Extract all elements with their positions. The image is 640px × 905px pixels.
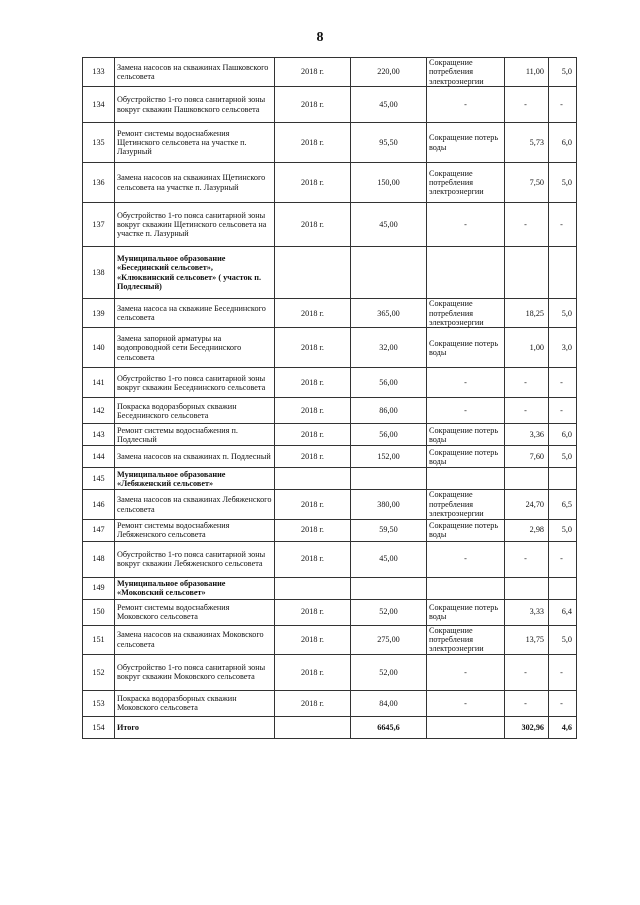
row-year: 2018 г. — [275, 490, 351, 519]
row-number: 139 — [83, 299, 115, 328]
row-effect: - — [427, 398, 505, 424]
row-number: 142 — [83, 398, 115, 424]
row-year — [275, 716, 351, 738]
row-value-1: 11,00 — [505, 58, 549, 87]
row-effect — [427, 716, 505, 738]
row-value-1: 1,00 — [505, 328, 549, 368]
measures-table — [82, 57, 577, 739]
row-year: 2018 г. — [275, 299, 351, 328]
row-number: 136 — [83, 163, 115, 203]
row-value-1: 3,33 — [505, 599, 549, 625]
row-description: Замена насоса на скважине Беседнинского сельсовета — [115, 299, 275, 328]
row-number: 147 — [83, 519, 115, 541]
row-description: Муниципальное образование «Моковский сельсовет» — [115, 577, 275, 599]
row-year: 2018 г. — [275, 368, 351, 398]
row-description: Ремонт системы водоснабжения п. Подлесный — [115, 424, 275, 446]
row-number: 141 — [83, 368, 115, 398]
row-description: Итого — [115, 716, 275, 738]
row-description: Ремонт системы водоснабжения Моковского сельсовета — [115, 599, 275, 625]
row-description: Обустройство 1-го пояса санитарной зоны вокруг скважин Щетинского сельсовета на участке п. Лазурный — [115, 203, 275, 247]
row-value-2: - — [549, 398, 577, 424]
table-row — [83, 490, 577, 519]
row-amount: 59,50 — [351, 519, 427, 541]
table-row — [83, 203, 577, 247]
row-year — [275, 468, 351, 490]
row-year: 2018 г. — [275, 690, 351, 716]
row-effect: Сокращение потребления электроэнергии — [427, 490, 505, 519]
row-effect: Сокращение потерь воды — [427, 519, 505, 541]
row-year: 2018 г. — [275, 328, 351, 368]
row-description: Обустройство 1-го пояса санитарной зоны вокруг скважин Моковского сельсовета — [115, 654, 275, 690]
row-number: 150 — [83, 599, 115, 625]
row-value-1 — [505, 468, 549, 490]
row-description: Замена насосов на скважинах Лебяженского сельсовета — [115, 490, 275, 519]
row-amount: 150,00 — [351, 163, 427, 203]
row-value-2: - — [549, 368, 577, 398]
row-amount: 220,00 — [351, 58, 427, 87]
row-effect: - — [427, 203, 505, 247]
row-amount: 32,00 — [351, 328, 427, 368]
row-amount — [351, 577, 427, 599]
row-effect: - — [427, 654, 505, 690]
row-description: Покраска водоразборных скважин Моковского сельсовета — [115, 690, 275, 716]
row-effect: Сокращение потерь воды — [427, 446, 505, 468]
row-value-1: 13,75 — [505, 625, 549, 654]
row-number: 153 — [83, 690, 115, 716]
row-value-1: 7,60 — [505, 446, 549, 468]
row-value-2: 6,5 — [549, 490, 577, 519]
row-number: 152 — [83, 654, 115, 690]
row-description: Обустройство 1-го пояса санитарной зоны вокруг скважин Пашковского сельсовета — [115, 87, 275, 123]
row-year: 2018 г. — [275, 123, 351, 163]
row-value-2: - — [549, 654, 577, 690]
row-effect: Сокращение потребления электроэнергии — [427, 625, 505, 654]
row-value-2: - — [549, 690, 577, 716]
row-year: 2018 г. — [275, 446, 351, 468]
row-value-2: 5,0 — [549, 163, 577, 203]
row-amount: 45,00 — [351, 203, 427, 247]
row-amount — [351, 247, 427, 299]
row-number: 149 — [83, 577, 115, 599]
row-amount: 152,00 — [351, 446, 427, 468]
row-description: Замена насосов на скважинах Щетинского сельсовета на участке п. Лазурный — [115, 163, 275, 203]
row-year: 2018 г. — [275, 87, 351, 123]
row-effect: - — [427, 541, 505, 577]
page-number: 8 — [316, 30, 324, 45]
table-row — [83, 299, 577, 328]
row-value-2 — [549, 468, 577, 490]
row-description: Замена запорной арматуры на водопроводной сети Беседнинского сельсовета — [115, 328, 275, 368]
row-effect — [427, 247, 505, 299]
row-effect: - — [427, 690, 505, 716]
row-amount: 86,00 — [351, 398, 427, 424]
row-amount: 6645,6 — [351, 716, 427, 738]
table-row — [83, 654, 577, 690]
row-amount: 56,00 — [351, 368, 427, 398]
row-value-2 — [549, 247, 577, 299]
table-row — [83, 247, 577, 299]
row-value-1 — [505, 247, 549, 299]
table-row — [83, 163, 577, 203]
row-number: 133 — [83, 58, 115, 87]
table-row — [83, 690, 577, 716]
row-value-2: - — [549, 87, 577, 123]
row-value-2: 5,0 — [549, 519, 577, 541]
row-description: Замена насосов на скважинах Моковского сельсовета — [115, 625, 275, 654]
row-description: Замена насосов на скважинах п. Подлесный — [115, 446, 275, 468]
row-amount: 52,00 — [351, 599, 427, 625]
row-effect: Сокращение потерь воды — [427, 599, 505, 625]
row-value-1: 5,73 — [505, 123, 549, 163]
row-value-2: - — [549, 541, 577, 577]
table-body — [83, 58, 577, 739]
row-amount: 45,00 — [351, 87, 427, 123]
row-year: 2018 г. — [275, 398, 351, 424]
row-value-2: 6,0 — [549, 424, 577, 446]
row-year: 2018 г. — [275, 599, 351, 625]
row-description: Ремонт системы водоснабжения Лебяженского сельсовета — [115, 519, 275, 541]
table-row — [83, 424, 577, 446]
table-row — [83, 123, 577, 163]
row-effect: Сокращение потерь воды — [427, 123, 505, 163]
table-row — [83, 328, 577, 368]
row-number: 144 — [83, 446, 115, 468]
row-year — [275, 577, 351, 599]
row-description: Муниципальное образование «Лебяженский сельсовет» — [115, 468, 275, 490]
row-number: 145 — [83, 468, 115, 490]
row-amount: 275,00 — [351, 625, 427, 654]
table-row — [83, 541, 577, 577]
row-year: 2018 г. — [275, 519, 351, 541]
table-row — [83, 519, 577, 541]
row-year: 2018 г. — [275, 58, 351, 87]
row-year: 2018 г. — [275, 625, 351, 654]
table-row — [83, 446, 577, 468]
row-value-1 — [505, 577, 549, 599]
row-value-1: - — [505, 203, 549, 247]
row-value-2: 3,0 — [549, 328, 577, 368]
row-value-1: 18,25 — [505, 299, 549, 328]
row-amount: 45,00 — [351, 541, 427, 577]
row-value-2: 5,0 — [549, 299, 577, 328]
row-number: 138 — [83, 247, 115, 299]
row-description: Муниципальное образование «Бесединский сельсовет», «Клюквинский сельсовет» ( участок п. Подлесный) — [115, 247, 275, 299]
row-description: Замена насосов на скважинах Пашковского сельсовета — [115, 58, 275, 87]
row-value-1: 24,70 — [505, 490, 549, 519]
row-value-2 — [549, 577, 577, 599]
row-description: Обустройство 1-го пояса санитарной зоны вокруг скважин Лебяженского сельсовета — [115, 541, 275, 577]
row-value-1: 2,98 — [505, 519, 549, 541]
row-value-2: 6,0 — [549, 123, 577, 163]
row-value-1: - — [505, 87, 549, 123]
row-value-1: - — [505, 541, 549, 577]
row-effect — [427, 577, 505, 599]
row-value-1: 7,50 — [505, 163, 549, 203]
row-amount: 380,00 — [351, 490, 427, 519]
row-number: 143 — [83, 424, 115, 446]
row-effect: - — [427, 87, 505, 123]
table-row — [83, 599, 577, 625]
row-year: 2018 г. — [275, 424, 351, 446]
row-number: 154 — [83, 716, 115, 738]
row-number: 137 — [83, 203, 115, 247]
row-value-1: - — [505, 368, 549, 398]
table-row — [83, 468, 577, 490]
row-year: 2018 г. — [275, 163, 351, 203]
table-row — [83, 398, 577, 424]
row-effect: - — [427, 368, 505, 398]
row-number: 151 — [83, 625, 115, 654]
row-amount: 84,00 — [351, 690, 427, 716]
row-effect: Сокращение потребления электроэнергии — [427, 299, 505, 328]
row-effect: Сокращение потерь воды — [427, 424, 505, 446]
row-effect — [427, 468, 505, 490]
table-row — [83, 577, 577, 599]
row-value-2: 4,6 — [549, 716, 577, 738]
row-amount: 365,00 — [351, 299, 427, 328]
row-amount: 52,00 — [351, 654, 427, 690]
row-description: Покраска водоразборных скважин Беседнинского сельсовета — [115, 398, 275, 424]
row-value-1: - — [505, 654, 549, 690]
row-effect: Сокращение потерь воды — [427, 328, 505, 368]
row-value-2: 6,4 — [549, 599, 577, 625]
row-number: 148 — [83, 541, 115, 577]
row-amount: 95,50 — [351, 123, 427, 163]
table-row — [83, 368, 577, 398]
row-value-1: 3,36 — [505, 424, 549, 446]
row-effect: Сокращение потребления электроэнергии — [427, 163, 505, 203]
row-description: Ремонт системы водоснабжения Щетинского сельсовета на участке п. Лазурный — [115, 123, 275, 163]
row-amount — [351, 468, 427, 490]
row-year: 2018 г. — [275, 541, 351, 577]
row-year: 2018 г. — [275, 654, 351, 690]
row-description: Обустройство 1-го пояса санитарной зоны вокруг скважин Беседнинского сельсовета — [115, 368, 275, 398]
row-number: 135 — [83, 123, 115, 163]
row-number: 140 — [83, 328, 115, 368]
row-value-2: 5,0 — [549, 446, 577, 468]
row-value-2: 5,0 — [549, 58, 577, 87]
row-number: 146 — [83, 490, 115, 519]
table-row — [83, 87, 577, 123]
row-effect: Сокращение потребления электроэнергии — [427, 58, 505, 87]
table-row — [83, 716, 577, 738]
row-year: 2018 г. — [275, 203, 351, 247]
row-value-2: - — [549, 203, 577, 247]
row-amount: 56,00 — [351, 424, 427, 446]
row-value-1: - — [505, 690, 549, 716]
row-value-1: 302,96 — [505, 716, 549, 738]
row-year — [275, 247, 351, 299]
row-value-1: - — [505, 398, 549, 424]
row-number: 134 — [83, 87, 115, 123]
row-value-2: 5,0 — [549, 625, 577, 654]
table-row — [83, 625, 577, 654]
table-row — [83, 58, 577, 87]
